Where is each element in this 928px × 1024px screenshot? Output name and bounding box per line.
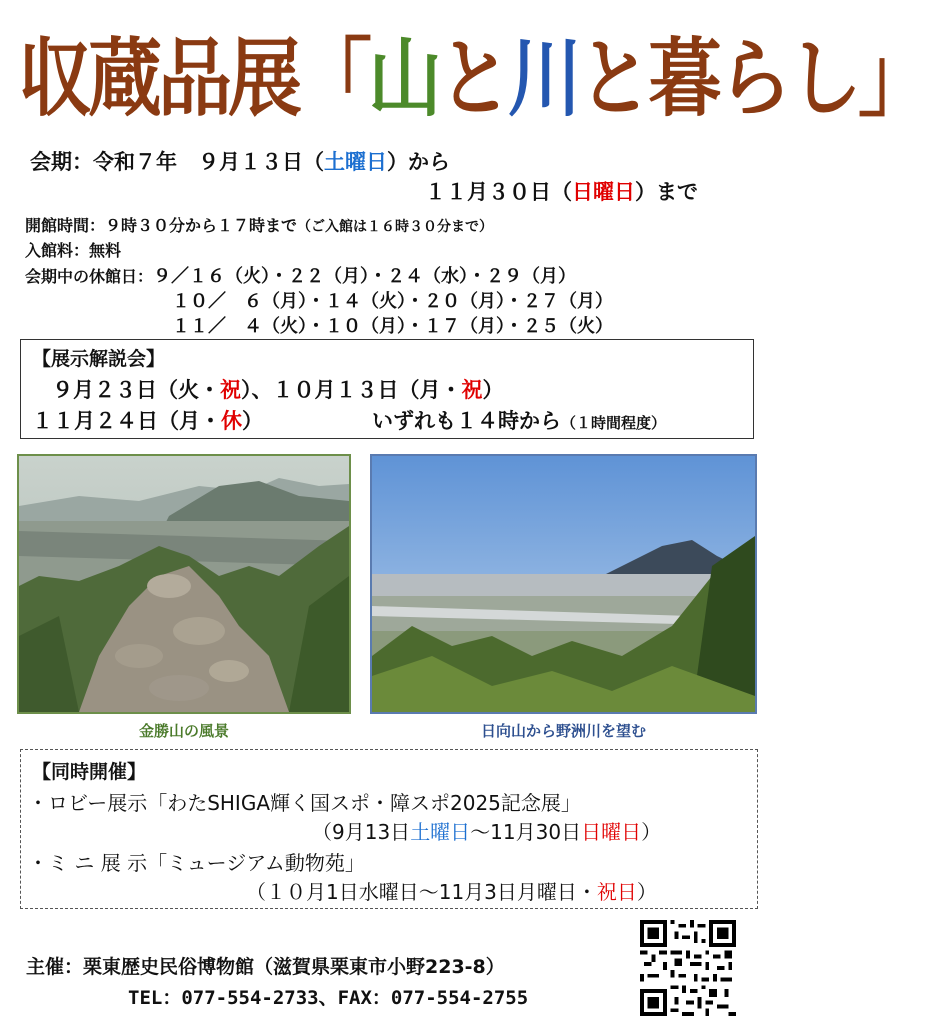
- lecture-dates-2: [32, 405, 263, 435]
- title-to1: と: [438, 29, 508, 129]
- closed-days-sep: ９／１６（火）・２２（月）・２４（水）・２９（月）: [153, 266, 577, 287]
- mini-date-c: ）: [636, 880, 657, 904]
- lecture-heading: 【展示解説会】: [32, 348, 166, 370]
- lecture-d1-a: ９月２３日（火・: [52, 378, 220, 402]
- period-until: ）まで: [635, 180, 698, 204]
- lecture-time-note: （１時間程度）: [561, 414, 667, 432]
- opening-hours-text: 開館時間：９時３０分から１７時まで: [25, 216, 298, 235]
- period-start: [30, 146, 450, 176]
- lecture-d1-c: ）、１０月１３日（月・: [241, 378, 462, 402]
- lobby-date-a: （9月13日: [312, 820, 411, 844]
- organizer: 主催：栗東歴史民俗博物館（滋賀県栗東市小野223-8）: [26, 956, 505, 978]
- title-mountain: 山: [368, 29, 438, 129]
- lecture-d2-c: ）: [242, 409, 263, 433]
- qr-code-icon[interactable]: [640, 920, 736, 1016]
- lecture-time: [372, 405, 666, 435]
- river-landscape-image: [372, 456, 755, 712]
- lobby-date-day2: 日曜日: [581, 820, 642, 844]
- lecture-dates-1: [52, 374, 504, 404]
- admission-fee: 入館料：無料: [25, 241, 122, 260]
- closed-days: [25, 262, 576, 288]
- concurrent-item-lobby: ・ロビー展示「わたSHIGA輝く国スポ・障スポ2025記念展」: [28, 791, 581, 815]
- photo-konze-mountain: [17, 454, 351, 714]
- period-start-day: 土曜日: [324, 150, 387, 174]
- concurrent-heading: 【同時開催】: [32, 761, 147, 783]
- contact-info: TEL：077-554-2733、FAX：077-554-2755: [128, 987, 529, 1009]
- lobby-date-c: 〜11月30日: [470, 820, 582, 844]
- lobby-date-e: ）: [641, 820, 662, 844]
- caption-konze-mountain: 金勝山の風景: [138, 722, 229, 740]
- mini-date-a: （１０月1日水曜日〜11月3日月曜日・: [246, 880, 597, 904]
- page-title: [18, 10, 928, 148]
- concurrent-item-mini-dates: [246, 876, 657, 905]
- period-from: ）から: [387, 150, 450, 174]
- caption-hinata-mountain: 日向山から野洲川を望む: [480, 722, 646, 740]
- closed-days-nov: １１／ ４（火）・１０（月）・１７（月）・２５（火）: [172, 316, 613, 337]
- mini-date-holiday: 祝日: [596, 880, 637, 904]
- period-end: [425, 176, 698, 206]
- concurrent-item-lobby-dates: [312, 816, 661, 845]
- mountain-landscape-image: [19, 456, 349, 712]
- lecture-time-text: いずれも１４時から: [372, 409, 561, 433]
- period-end-day: 日曜日: [572, 180, 635, 204]
- opening-hours-note: （ご入館は１６時３０分まで）: [297, 219, 494, 235]
- lecture-d1-holiday: 祝: [220, 378, 241, 402]
- title-to2: と暮らし: [578, 29, 858, 129]
- closed-days-label: 会期中の休館日：: [25, 267, 154, 286]
- title-part1: 収蔵品展「: [18, 29, 368, 129]
- period-end-date: １１月３０日（: [425, 180, 572, 204]
- closed-days-oct: １０／ ６（月）・１４（火）・２０（月）・２７（月）: [172, 291, 613, 312]
- title-river: 川: [508, 29, 578, 129]
- lecture-d1-holiday2: 祝: [461, 378, 483, 402]
- lecture-d2-a: １１月２４日（月・: [32, 409, 221, 433]
- title-close: 」: [858, 29, 928, 129]
- lecture-d1-e: ）: [482, 378, 504, 402]
- concurrent-item-mini: ・ミ ニ 展 示「ミュージアム動物苑」: [28, 851, 365, 875]
- opening-hours: [25, 213, 493, 236]
- period-start-label: 会期：令和７年 ９月１３日（: [30, 150, 324, 174]
- photo-hinata-mountain: [370, 454, 757, 714]
- lecture-d2-holiday: 休: [221, 409, 242, 433]
- lobby-date-day1: 土曜日: [410, 820, 471, 844]
